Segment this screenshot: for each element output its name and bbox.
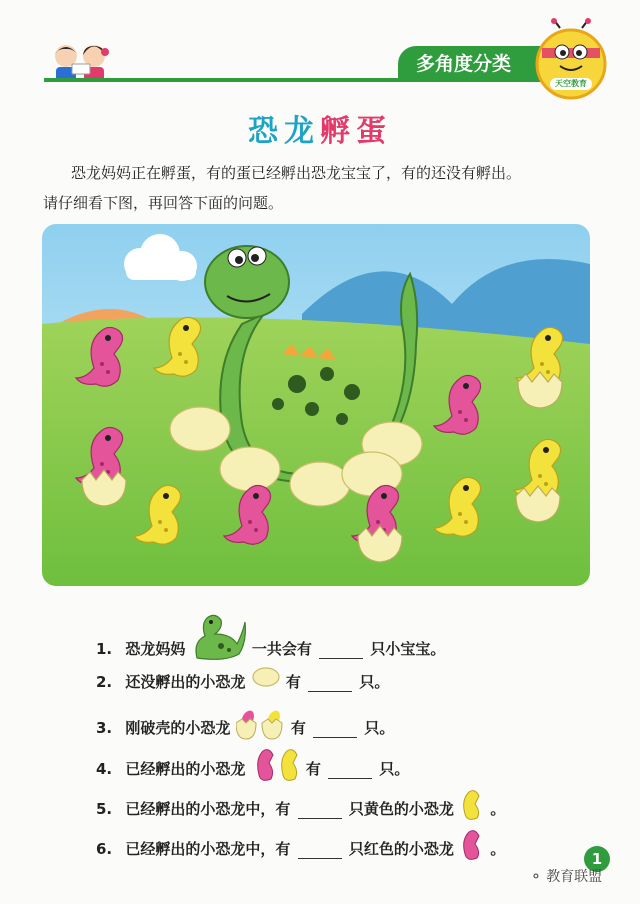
question-4-number: 4.: [96, 760, 113, 778]
badge-text: 天空教育: [555, 79, 587, 88]
question-5-number: 5.: [96, 800, 113, 818]
question-4: [96, 745, 410, 778]
title-part-1: 恐龙: [248, 114, 320, 149]
question-6-text-after: 只红色的小恐龙: [348, 840, 454, 858]
intro-line-2: 请仔细看下图，再回答下面的问题。: [43, 194, 284, 212]
answer-blank-3[interactable]: [313, 719, 357, 738]
question-1-text: 恐龙妈妈: [125, 640, 186, 658]
watermark: [530, 866, 602, 886]
answer-blank-2[interactable]: [308, 673, 352, 692]
wechat-icon: ⚬: [530, 869, 542, 885]
answer-blank-5[interactable]: [298, 800, 342, 819]
question-1: [96, 626, 445, 656]
dinosaur-scene-illustration: [42, 224, 590, 586]
question-4-end: 只。: [379, 760, 410, 778]
egg-icon: [251, 666, 281, 698]
question-2-number: 2.: [96, 673, 113, 691]
question-1-text-after: 一共会有: [251, 640, 312, 658]
question-3-text: 刚破壳的小恐龙: [125, 719, 231, 737]
question-5-end: 。: [490, 800, 506, 818]
question-1-number: 1.: [96, 640, 113, 658]
bee-mascot-badge: [532, 18, 610, 102]
intro-line-1: 恐龙妈妈正在孵蛋，有的蛋已经孵出恐龙宝宝了，有的还没有孵出。: [71, 164, 522, 182]
question-1-end: 只小宝宝。: [370, 640, 446, 658]
question-5-text: 已经孵出的小恐龙中，有: [125, 800, 291, 818]
question-5-text-after: 只黄色的小恐龙: [348, 800, 454, 818]
question-2-text: 还没孵出的小恐龙: [125, 673, 246, 691]
question-6-number: 6.: [96, 840, 113, 858]
section-label: 多角度分类: [398, 46, 548, 82]
answer-blank-1[interactable]: [319, 640, 363, 659]
intro-text: [43, 158, 603, 218]
question-6: [96, 826, 505, 856]
question-4-text-after: 有: [305, 760, 321, 778]
answer-blank-4[interactable]: [328, 760, 372, 779]
answer-blank-6[interactable]: [298, 840, 342, 859]
question-2: [96, 666, 389, 696]
question-3: [96, 705, 394, 735]
question-2-end: 只。: [359, 673, 390, 691]
red-dinosaur-icon: [459, 826, 485, 872]
question-3-number: 3.: [96, 719, 113, 737]
title-part-2: 孵蛋: [320, 114, 392, 149]
page-title: [0, 106, 640, 150]
question-5: [96, 786, 505, 816]
question-4-text: 已经孵出的小恐龙: [125, 760, 246, 778]
question-2-text-after: 有: [285, 673, 301, 691]
question-3-text-after: 有: [290, 719, 306, 737]
watermark-text: 教育联盟: [546, 869, 603, 885]
page-number: 1: [584, 846, 610, 872]
question-3-end: 只。: [364, 719, 395, 737]
question-6-end: 。: [490, 840, 506, 858]
children-illustration: [46, 40, 118, 82]
question-6-text: 已经孵出的小恐龙中，有: [125, 840, 291, 858]
